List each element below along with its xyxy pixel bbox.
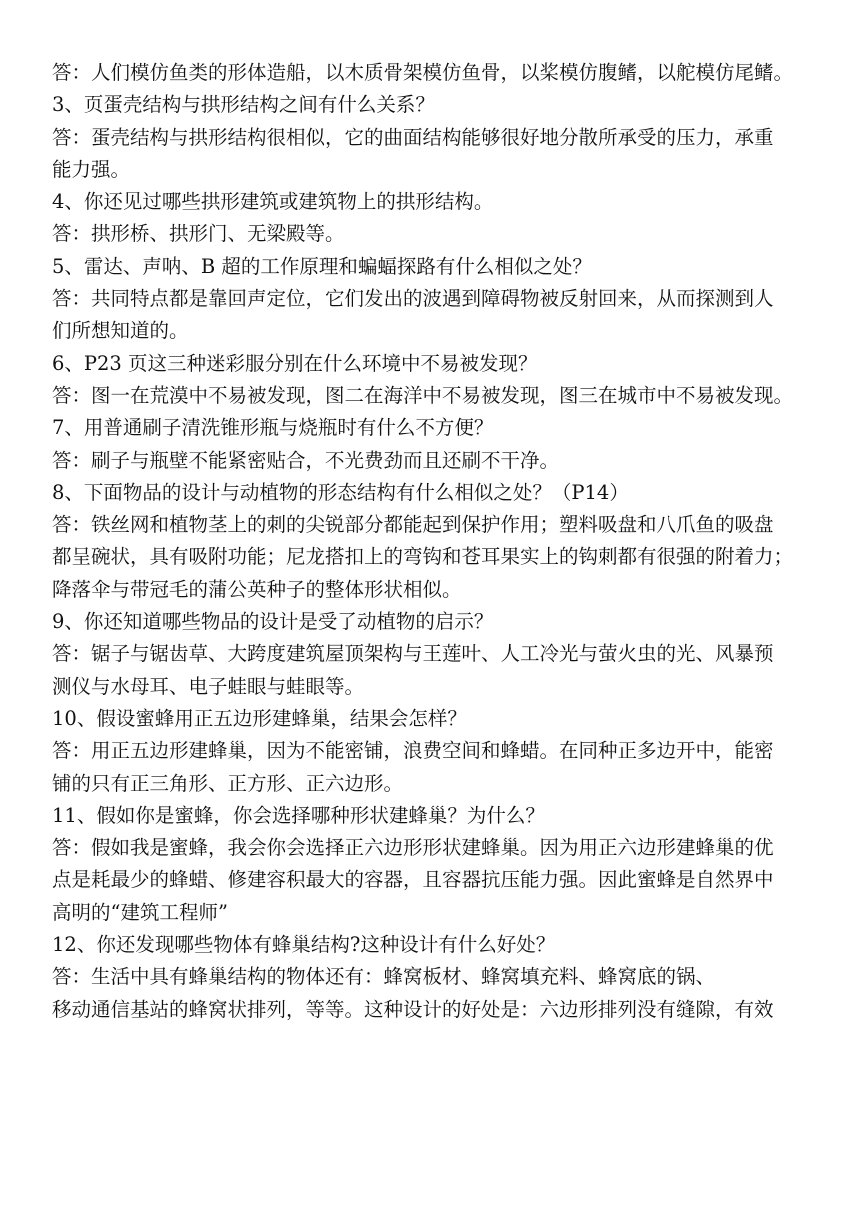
answer-12-line-1: 答：生活中具有蜂巢结构的物体还有：蜂窝板材、蜂窝填充料、蜂窝底的锅、 (52, 965, 716, 989)
question-11: 11、假如你是蜜蜂，你会选择哪种形状建蜂巢？为什么？ (52, 803, 545, 827)
question-9: 9、你还知道哪些物品的设计是受了动植物的启示？ (52, 610, 494, 634)
answer-8-line-1: 答：铁丝网和植物茎上的刺的尖锐部分都能起到保护作用；塑料吸盘和八爪鱼的吸盘 (52, 513, 774, 537)
answer-7: 答：刷子与瓶壁不能紧密贴合，不光费劲而且还刷不干净。 (52, 448, 560, 472)
answer-5-line-1: 答：共同特点都是靠回声定位，它们发出的波遇到障碍物被反射回来，从而探测到人 (52, 287, 774, 311)
answer-11-line-1: 答：假如我是蜜蜂，我会你会选择正六边形形状建蜂巢。因为用正六边形建蜂巢的优 (52, 836, 774, 860)
answer-8-line-2: 都呈碗状，具有吸附功能；尼龙搭扣上的弯钩和苍耳果实上的钩刺都有很强的附着力； (52, 545, 794, 569)
question-4: 4、你还见过哪些拱形建筑或建筑物上的拱形结构。 (52, 190, 494, 214)
question-12: 12、你还发现哪些物体有蜂巢结构?这种设计有什么好处？ (52, 933, 556, 957)
answer-9-line-1: 答：锯子与锯齿草、大跨度建筑屋顶架构与王莲叶、人工冷光与萤火虫的光、风暴预 (52, 642, 774, 666)
answer-11-line-2: 点是耗最少的蜂蜡、修建容积最大的容器，且容器抗压能力强。因此蜜蜂是自然界中 (52, 868, 774, 892)
question-8: 8、下面物品的设计与动植物的形态结构有什么相似之处？（P14） (52, 480, 629, 504)
question-5: 5、雷达、声呐、B 超的工作原理和蝙蝠探路有什么相似之处？ (52, 254, 592, 278)
question-7: 7、用普通刷子清洗锥形瓶与烧瓶时有什么不方便？ (52, 416, 494, 440)
text-line-1: 答：人们模仿鱼类的形体造船，以木质骨架模仿鱼骨，以桨模仿腹鳍，以舵模仿尾鳍。 (52, 61, 794, 84)
question-10: 10、假设蜜蜂用正五边形建蜂巢，结果会怎样？ (52, 706, 467, 730)
answer-11-line-3: 高明的“建筑工程师” (52, 900, 228, 924)
answer-8-line-3: 降落伞与带冠毛的蒲公英种子的整体形状相似。 (52, 577, 462, 601)
answer-4: 答：拱形桥、拱形门、无梁殿等。 (52, 222, 345, 246)
answer-10-line-1: 答：用正五边形建蜂巢，因为不能密铺，浪费空间和蜂蜡。在同种正多边开中，能密 (52, 739, 774, 763)
answer-6: 答：图一在荒漠中不易被发现，图二在海洋中不易被发现，图三在城市中不易被发现。 (52, 383, 794, 407)
question-6: 6、P23 页这三种迷彩服分别在什么环境中不易被发现？ (52, 351, 538, 375)
answer-12-line-2: 移动通信基站的蜂窝状排列，等等。这种设计的好处是：六边形排列没有缝隙，有效 (52, 997, 774, 1021)
answer-10-line-2: 铺的只有正三角形、正方形、正六边形。 (52, 771, 404, 795)
answer-3-line-2: 能力强。 (52, 157, 131, 181)
answer-3-line-1: 答：蛋壳结构与拱形结构很相似，它的曲面结构能够很好地分散所承受的压力，承重 (52, 125, 774, 149)
question-3: 3、页蛋壳结构与拱形结构之间有什么关系？ (52, 93, 435, 117)
answer-5-line-2: 们所想知道的。 (52, 319, 189, 343)
answer-9-line-2: 测仪与水母耳、电子蛙眼与蛙眼等。 (52, 674, 365, 698)
